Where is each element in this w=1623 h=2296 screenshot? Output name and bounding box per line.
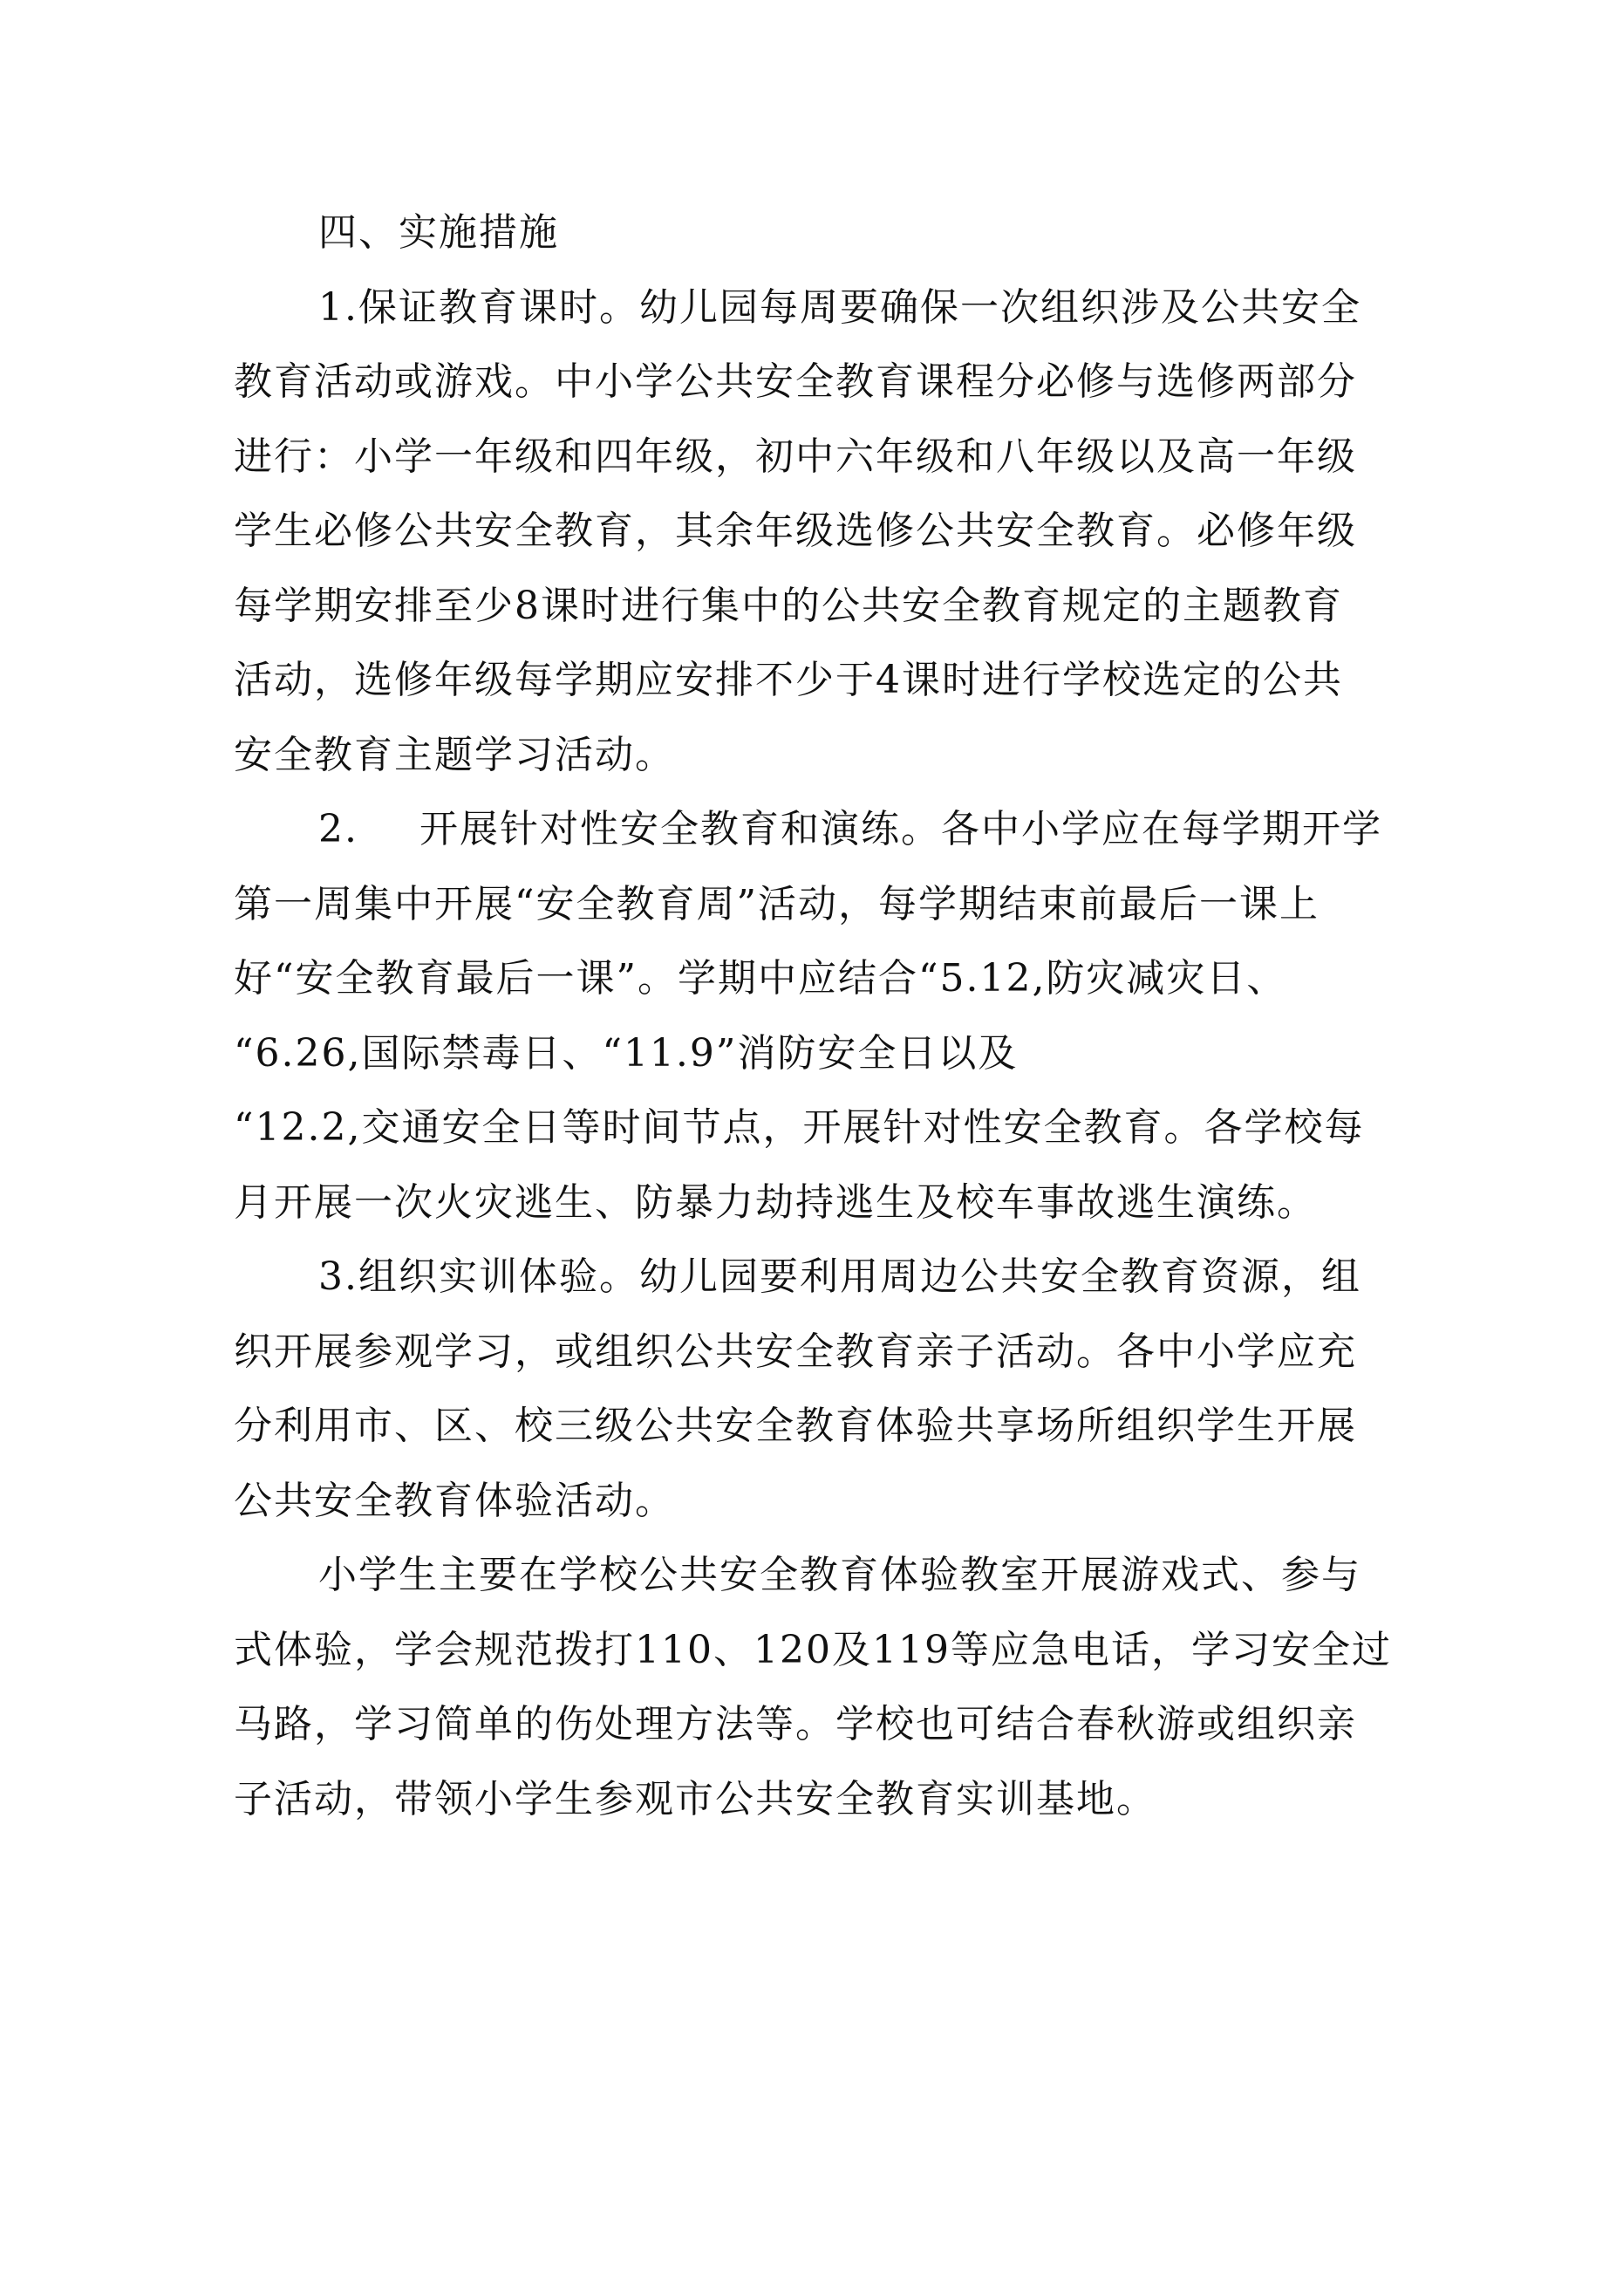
paragraph-1 — [234, 270, 1411, 793]
paragraph-line: 子活动，带领小学生参观市公共安全教育实训基地。 — [234, 1776, 1156, 1821]
section-heading: 四、实施措施 — [318, 210, 559, 255]
paragraph-line: 织开展参观学习，或组织公共安全教育亲子活动。各中小学应充 — [234, 1329, 1357, 1374]
paragraph-line: 好“安全教育最后一课”。学期中应结合“5.12,防灾减灾日、 — [234, 956, 1287, 1001]
paragraph-first-line — [234, 792, 1411, 867]
item-text: 开展针对性安全教育和演练。各中小学应在每学期开学 — [419, 807, 1382, 851]
paragraph-2 — [234, 792, 1411, 1240]
paragraph-line: 月开展一次火灾逃生、防暴力劫持逃生及校车事故逃生演练。 — [234, 1179, 1317, 1225]
paragraph-line: 活动，选修年级每学期应安排不少于4课时进行学校选定的公共 — [234, 658, 1343, 702]
paragraph-line: 教育活动或游戏。中小学公共安全教育课程分必修与选修两部分 — [234, 359, 1357, 404]
item-number: 2. — [318, 807, 358, 851]
document-body — [234, 195, 1411, 1836]
paragraph-line: 式体验，学会规范拨打110、120及119等应急电话，学习安全过 — [234, 1627, 1392, 1672]
paragraph-3 — [234, 1240, 1411, 1538]
paragraph-line: 学生必修公共安全教育，其余年级选修公共安全教育。必修年级 — [234, 509, 1357, 553]
paragraph-line: “6.26,国际禁毒日、“11.9”消防安全日以及 — [234, 1030, 1019, 1076]
paragraph-line: 马路，学习简单的伤处理方法等。学校也可结合春秋游或组织亲 — [234, 1702, 1357, 1746]
paragraph-line: 每学期安排至少8课时进行集中的公共安全教育规定的主题教育 — [234, 583, 1343, 628]
paragraph-line: 第一周集中开展“安全教育周”活动，每学期结束前最后一课上 — [234, 881, 1320, 926]
paragraph-4 — [234, 1538, 1411, 1836]
paragraph-line: 安全教育主题学习活动。 — [234, 732, 675, 777]
paragraph-line: 分利用市、区、校三级公共安全教育体验共享场所组织学生开展 — [234, 1404, 1357, 1448]
paragraph-line: “12.2,交通安全日等时间节点，开展针对性安全教育。各学校每 — [234, 1105, 1365, 1150]
paragraph-line: 进行：小学一年级和四年级，初中六年级和八年级以及高一年级 — [234, 434, 1357, 479]
paragraph-line: 3.组织实训体验。幼儿园要利用周边公共安全教育资源，组 — [318, 1254, 1361, 1299]
paragraph-line: 小学生主要在学校公共安全教育体验教室开展游戏式、参与 — [318, 1553, 1361, 1597]
paragraph-line: 公共安全教育体验活动。 — [234, 1478, 675, 1523]
paragraph-line: 1.保证教育课时。幼儿园每周要确保一次组织涉及公共安全 — [318, 284, 1361, 330]
